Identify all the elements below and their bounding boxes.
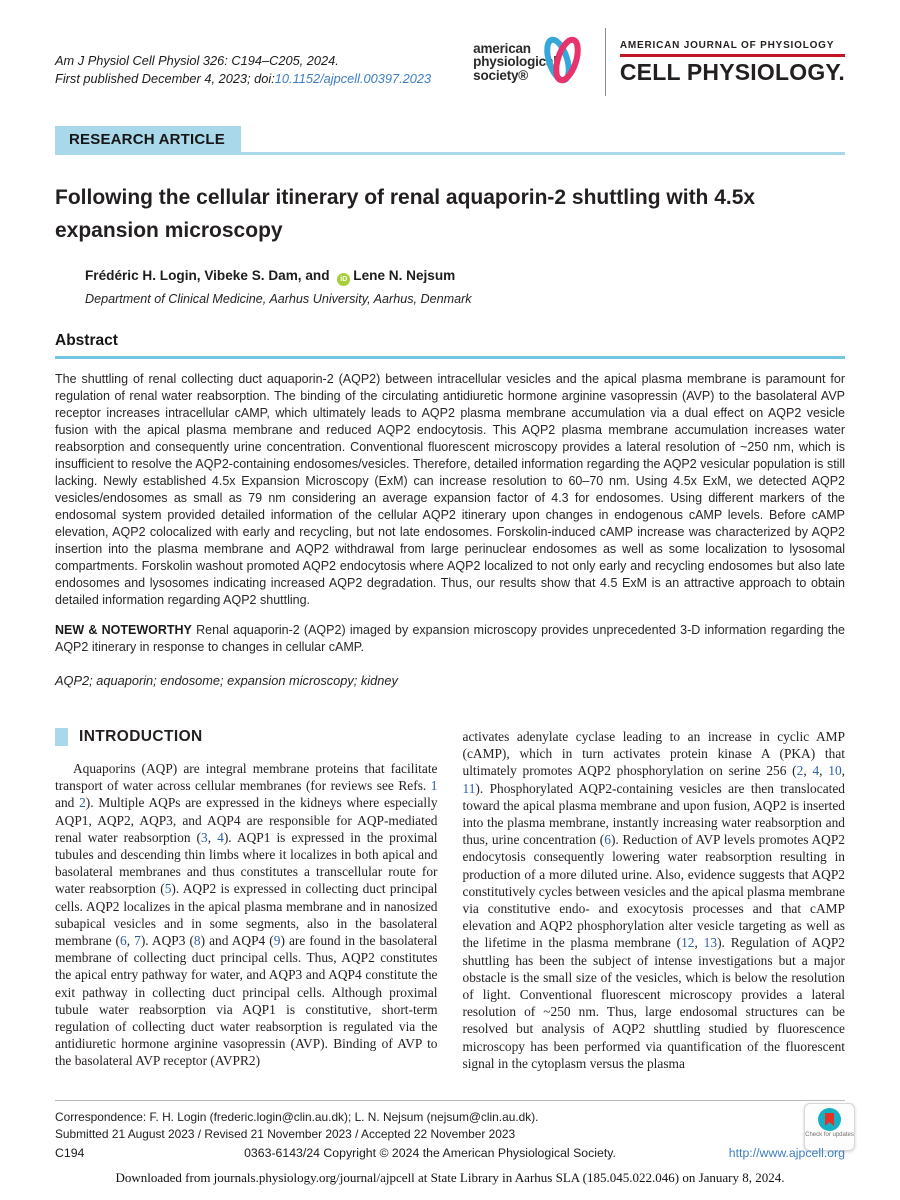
page-header (0, 0, 900, 96)
abstract-text: The shuttling of renal collecting duct aquaporin-2 (AQP2) between intracellular vesicles and the apical plasma membrane is paramount for regulation of renal water reabsorption. The binding of the circulating antidiuretic hormone arginine vasopressin (AVP) to the basolateral AVP receptor increases intracellular cAMP, which ultimately leads to AQP2 plasma membrane accumulation via a dual effect on AQP2 vesicle fusion with the apical plasma membrane and reduced AQP2 endocytosis. This AQP2 plasma membrane accumulation increases water reabsorption and consequently urine concentration. Conventional fluorescent microscopy provides a lateral resolution of ~250 nm, which is insufficient to resolve the AQP2-containing endosomes/vesicles. Therefore, detailed information regarding the AQP2 vesicular population is still lacking. Newly established 4.5x Expansion Microscopy (ExM) can increase resolution to 60–70 nm. Using 4.5x ExM, we detected AQP2 vesicles/endosomes as small as 79 nm considering an average expansion factor of 4.3 for endosomes. Using different markers of the endosomal system provided detailed information of the cellular AQP2 itinerary upon changes in endogenous cAMP levels. Before cAMP elevation, AQP2 colocalized with early and recycling, but not late endosomes. Forskolin-induced cAMP increase was characterized by AQP2 insertion into the plasma membrane and AQP2 withdrawal from large perinuclear endosomes as well as some localization to lysosomal compartments. Forskolin washout promoted AQP2 endocytosis where AQP2 localized to not only early and recycling endosomes but also late endosomes and lysosomes indicating increased AQP2 degradation. Thus, our results show that 4.5 ExM is an attractive approach to obtain detailed information regarding AQP2 shuttling. (55, 372, 845, 607)
correspondence-line: Correspondence: F. H. Login (frederic.login@clin.au.dk); L. N. Nejsum (nejsum@clin.au.dk). (55, 1110, 539, 1124)
abstract-heading: Abstract (55, 332, 118, 349)
journal-red-rule (620, 54, 845, 57)
authors-part2: Lene N. Nejsum (353, 268, 456, 283)
check-circle-icon (818, 1108, 841, 1131)
citation-block (55, 52, 431, 87)
introduction-columns (55, 728, 845, 1072)
aps-logo-line2: physiological (473, 54, 557, 70)
bookmark-icon (825, 1113, 834, 1126)
keywords: AQP2; aquaporin; endosome; expansion microscopy; kidney (55, 673, 398, 688)
aps-logo (473, 42, 591, 83)
citation-line1: Am J Physiol Cell Physiol 326: C194–C205, 2024. (55, 53, 339, 68)
check-for-updates-badge[interactable] (804, 1103, 855, 1151)
introduction-heading (55, 728, 438, 746)
page-number: C194 (55, 1146, 85, 1160)
footer-divider (55, 1100, 845, 1101)
citation-line2: First published December 4, 2023; doi:10.1152/ajpcell.00397.2023 (55, 70, 432, 86)
new-noteworthy: NEW & NOTEWORTHY Renal aquaporin-2 (AQP2) imaged by expansion microscopy provides unprecedented 3-D information regarding the AQP2 itinerary in response to changes in cellular cAMP. (55, 623, 845, 654)
journal-logo-group (473, 28, 845, 96)
aps-logo-line1: american (473, 40, 531, 56)
journal-name-small: AMERICAN JOURNAL OF PHYSIOLOGY (619, 40, 835, 52)
affiliation: Department of Clinical Medicine, Aarhus University, Aarhus, Denmark (85, 292, 472, 306)
check-for-updates-label: Check for updates (805, 1132, 854, 1138)
logo-divider (605, 28, 606, 96)
journal-name-block (620, 38, 845, 86)
journal-name-large: CELL PHYSIOLOGY. (619, 58, 845, 85)
page-title: Following the cellular itinerary of renal aquaporin-2 shuttling with 4.5x expansion microscopy (55, 186, 756, 242)
journal-url-link[interactable]: http://www.ajpcell.org (728, 1146, 845, 1160)
copyright-line: 0363-6143/24 Copyright © 2024 the American Physiological Society. (244, 1146, 616, 1160)
research-article-badge: RESEARCH ARTICLE (55, 126, 241, 152)
intro-paragraph-right: activates adenylate cyclase leading to an increase in cyclic AMP (cAMP), which in turn activates protein kinase A (PKA) that ultimately promotes AQP2 phosphorylation on serine 256 (2, 4, 10, 11). Phosphorylated AQP2-containing vesicles are then translocated toward the apical plasma membrane and upon fusion, AQP2 is inserted into the plasma membrane, instantly increasing water reabsorption and thus, urine concentration (6). Reduction of AVP levels promotes AQP2 endocytosis consequently lowering water reabsorption resulting in production of a more diluted urine. Also, evidence suggests that AQP2 constitutively cycles between vesicles and the apical plasma membrane via constitutive endo- and exocytosis processes and that cAMP elevation and AQP2 phosphorylation alter vesicle targeting as well as the lifetime in the plasma membrane (12, 13). Regulation of AQP2 shuttling has been the subject of intense investigations but a major obstacle is the small size of the vesicles, which is below the resolution of light. Conventional fluorescent microscopy provides a lateral resolution of ~250 nm. Thus, large endosomal structures can be resolved but analysis of AQP2 shuttling studied by fluorescence microscopy has been performed via quantification of the fluorescent signal in the cytoplasm versus the plasma (462, 729, 845, 1071)
badge-row (55, 126, 845, 155)
introduction-heading-label: INTRODUCTION (79, 728, 203, 746)
right-column (463, 728, 846, 1072)
abstract-rule (55, 356, 845, 359)
orcid-icon[interactable]: iD (337, 273, 350, 286)
authors-part1: Frédéric H. Login, Vibeke S. Dam, and (85, 268, 334, 283)
intro-paragraph-left: Aquaporins (AQP) are integral membrane proteins that facilitate transport of water across cellular membranes (for reviews see Refs. 1 and 2). Multiple AQPs are expressed in the kidneys where especially AQP1, AQP2, AQP3, and AQP4 are responsible for AQP-mediated renal water reabsorption (3, 4). AQP1 is expressed in the proximal tubules and descending thin limbs where it localizes in both apical and basolateral membranes and thus constitutes a transcellular route for water reabsorption (5). AQP2 is expressed in collecting duct principal cells. AQP2 localizes in the apical plasma membrane and in nanosized subapical vesicles and in some segments, also in the basolateral membrane (6, 7). AQP3 (8) and AQP4 (9) are found in the basolateral membrane of collecting duct principal cells. Thus, AQP2 constitutes the apical entry pathway for water, and AQP3 and AQP4 constitute the exit pathway in collecting duct principal cells. Although proximal tubule water reabsorption via AQP1 is constitutive, short-term regulation of collecting duct water reabsorption is regulated via the antidiuretic hormone arginine vasopressin (AVP). Binding of AVP to the basolateral AVP receptor (AVPR2) (55, 761, 438, 1069)
footer-info (55, 1109, 780, 1142)
section-marker-icon (55, 728, 68, 746)
aps-logo-line3: society® (473, 67, 529, 83)
left-column (55, 728, 438, 1072)
download-notice: Downloaded from journals.physiology.org/journal/ajpcell at State Library in Aarhus SLA (185.045.022.046) on January 8, 2024. (115, 1170, 785, 1185)
authors-line (85, 268, 845, 286)
aps-ribbon-icon (539, 30, 585, 90)
doi-link[interactable]: 10.1152/ajpcell.00397.2023 (274, 70, 432, 86)
submission-history-line: Submitted 21 August 2023 / Revised 21 November 2023 / Accepted 22 November 2023 (55, 1126, 516, 1141)
bottom-row (55, 1146, 845, 1160)
